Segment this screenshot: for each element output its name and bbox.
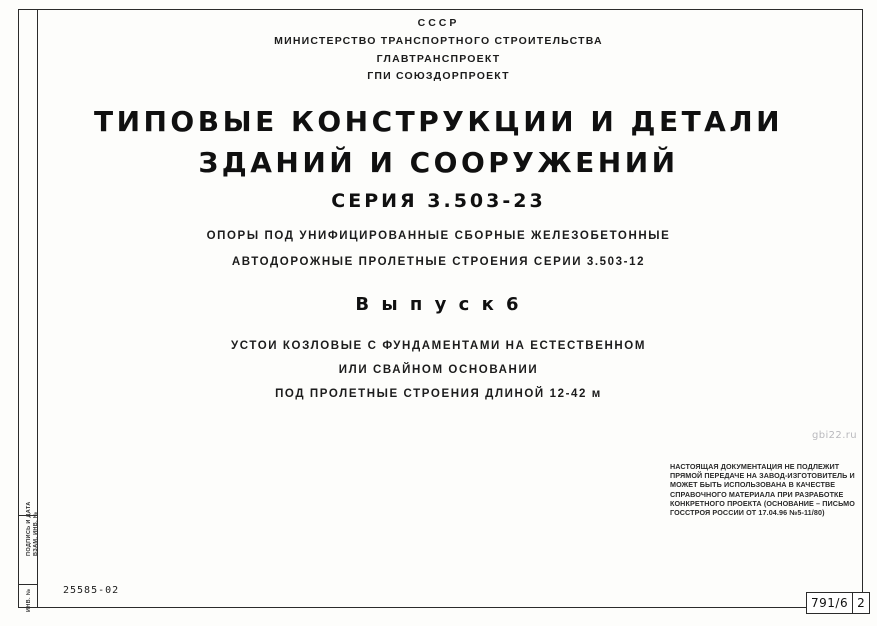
left-column-divider-2 bbox=[18, 584, 38, 585]
header-ministry: МИНИСТЕРСТВО ТРАНСПОРТНОГО СТРОИТЕЛЬСТВА bbox=[274, 35, 603, 47]
stamp-label-inventory-number: ВЗАМ. ИНВ. № bbox=[33, 511, 39, 556]
description-line-3: ПОД ПРОЛЕТНЫЕ СТРОЕНИЯ ДЛИНОЙ 12-42 м bbox=[275, 388, 602, 400]
archive-code: 25585-02 bbox=[63, 585, 120, 596]
issue-label: В ы п у с к 6 bbox=[355, 294, 522, 315]
document-title-line-2: ЗДАНИЙ И СООРУЖЕНИЙ bbox=[198, 146, 679, 179]
subtitle-line-1: ОПОРЫ ПОД УНИФИЦИРОВАННЫЕ СБОРНЫЕ ЖЕЛЕЗОБЕТОННЫЕ bbox=[206, 230, 671, 242]
sheet-number-left: 791/6 bbox=[811, 596, 849, 610]
stamp-label-signature-date: ПОДПИСЬ И ДАТА bbox=[26, 501, 32, 556]
series-number: СЕРИЯ 3.503-23 bbox=[331, 190, 546, 212]
legal-note-line-1: НАСТОЯЩАЯ ДОКУМЕНТАЦИЯ НЕ ПОДЛЕЖИТ bbox=[670, 462, 840, 471]
legal-note-line-4: СПРАВОЧНОГО МАТЕРИАЛА ПРИ РАЗРАБОТКЕ bbox=[670, 489, 844, 499]
legal-note-line-6: ГОССТРОЯ РОССИИ ОТ 17.04.96 №5-11/80) bbox=[670, 508, 825, 518]
stamp-label-inv-no: ИНВ. № bbox=[26, 588, 32, 612]
header-institute: ГПИ СОЮЗДОРПРОЕКТ bbox=[367, 70, 510, 82]
sheet-number-box bbox=[806, 592, 870, 614]
legal-note-line-3: МОЖЕТ БЫТЬ ИСПОЛЬЗОВАНА В КАЧЕСТВЕ bbox=[670, 480, 836, 490]
legal-note-line-5: КОНКРЕТНОГО ПРОЕКТА (ОСНОВАНИЕ – ПИСЬМО bbox=[670, 498, 855, 508]
subtitle-line-2: АВТОДОРОЖНЫЕ ПРОЛЕТНЫЕ СТРОЕНИЯ СЕРИИ 3.503-12 bbox=[231, 256, 646, 268]
legal-note-line-2: ПРЯМОЙ ПЕРЕДАЧЕ НА ЗАВОД-ИЗГОТОВИТЕЛЬ И bbox=[670, 471, 855, 481]
document-title-line-1: ТИПОВЫЕ КОНСТРУКЦИИ И ДЕТАЛИ bbox=[93, 105, 784, 138]
description-line-2: ИЛИ СВАЙНОМ ОСНОВАНИИ bbox=[338, 364, 539, 376]
header-department: ГЛАВТРАНСПРОЕКТ bbox=[376, 53, 501, 65]
legal-note-block bbox=[670, 462, 860, 517]
header-country: СССР bbox=[417, 17, 460, 29]
sheet-number-right: 2 bbox=[852, 593, 869, 613]
description-line-1: УСТОИ КОЗЛОВЫЕ С ФУНДАМЕНТАМИ НА ЕСТЕСТВЕННОМ bbox=[230, 340, 647, 352]
watermark-text: gbi22.ru bbox=[812, 430, 858, 441]
